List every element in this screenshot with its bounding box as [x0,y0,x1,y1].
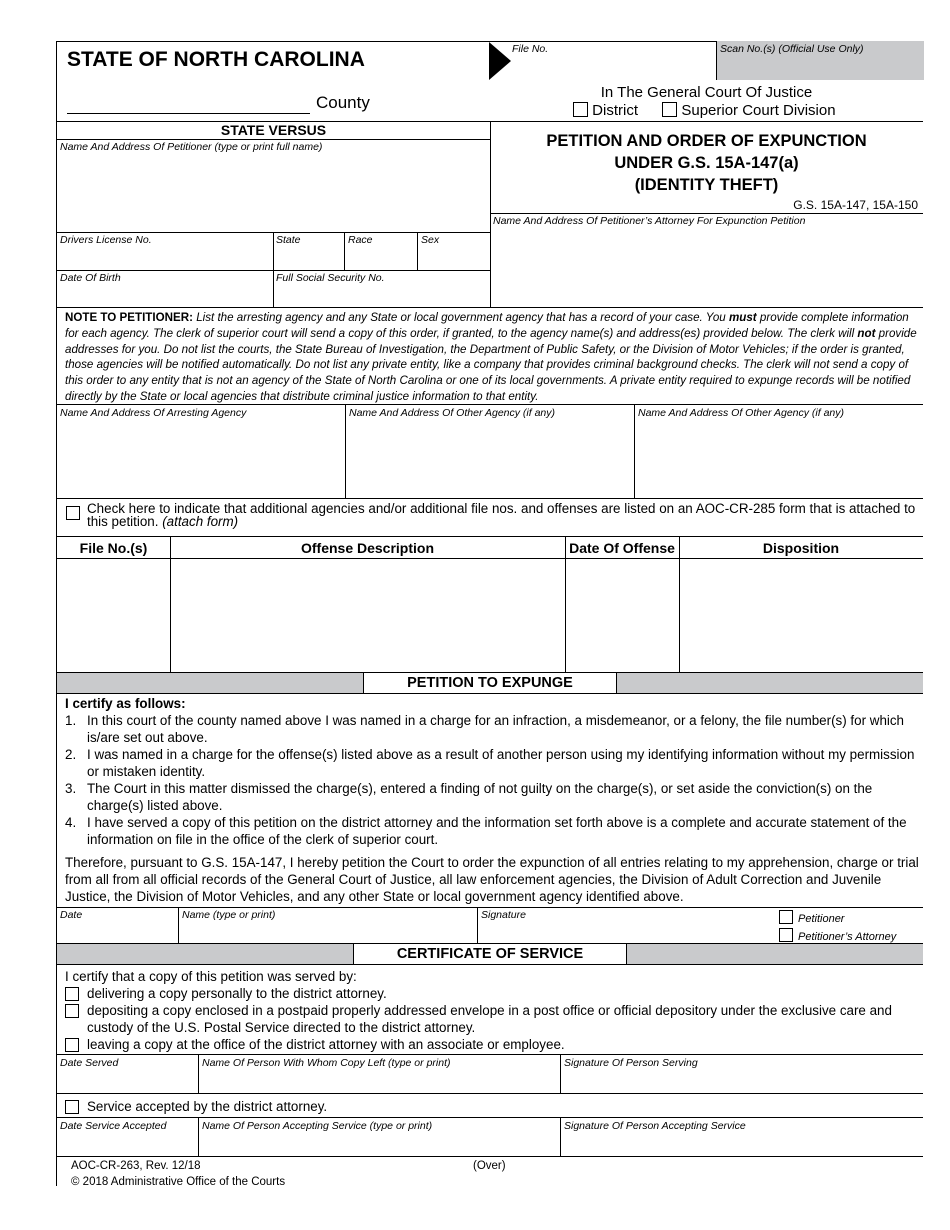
date-accepted-label: Date Service Accepted [60,1120,167,1132]
divider [57,498,923,499]
over-note: (Over) [473,1160,506,1172]
divider [57,1093,923,1094]
note-must: must [728,311,757,324]
divider [57,907,923,908]
petitioner-label: Name And Address Of Petitioner (type or print full name) [60,141,323,153]
deliver-text: delivering a copy personally to the district attorney. [87,986,387,1001]
district-checkbox[interactable] [573,102,588,117]
item-text: The Court in this matter dismissed the charge(s), entered a finding of not guilty on the charge(s), or set aside the conviction(s) on the charge(s) listed above. [87,781,873,813]
date-served-label: Date Served [60,1057,119,1069]
col-offense: Offense Description [300,540,435,556]
superior-label: Superior Court Division [681,102,836,119]
certify-item [65,814,921,848]
divider [198,1054,199,1093]
certify-item [65,746,921,780]
accepted-text: Service accepted by the district attorney. [87,1099,328,1114]
signature-label: Signature [481,909,526,921]
note-lead: NOTE TO PETITIONER: [65,311,193,324]
divider [477,907,478,943]
divider [57,1117,923,1118]
person-left-label: Name Of Person With Whom Copy Left (type or print) [202,1057,451,1069]
court-name: In The General Court Of Justice [600,84,813,101]
attorney-input[interactable] [493,229,920,303]
dl-label: Drivers License No. [60,234,152,246]
item-number: 4. [65,815,77,830]
mail-text: depositing a copy enclosed in a postpaid properly addressed envelope in a post office or official depository under the exclusive care and custody of the U.S. Postal Service directed to the district attorney. [87,1003,892,1035]
date-offense-cell[interactable] [568,560,677,670]
certify-item [65,712,921,746]
state-label: State [276,234,301,246]
note-not: not [857,326,876,340]
therefore-text: Therefore, pursuant to G.S. 15A-147, I hereby petition the Court to order the expunction of all entries relating to my apprehension, charge or trial from all from all official records of the General Court of Justice, all law enforcement agencies, the Division of Adult Correction and Juvenile Justice, the Division of Motor Vehicles, and any other State or local government agency identified above. [65,855,919,904]
signer-role [779,910,896,946]
form-number: AOC-CR-263, Rev. 12/18 [71,1160,201,1172]
form-title [490,130,923,196]
divider [417,232,418,270]
disposition-cell[interactable] [682,560,921,670]
state-versus: STATE VERSUS [220,122,327,138]
divider [198,1117,199,1156]
state-title: STATE OF NORTH CAROLINA [67,48,365,71]
divider [57,1054,923,1055]
divider [178,907,179,943]
attorney-checkbox[interactable] [779,928,793,942]
divider [57,558,923,559]
district-label: District [592,102,638,119]
divider [170,536,171,672]
petition-heading: PETITION TO EXPUNGE [363,672,617,694]
superior-checkbox[interactable] [662,102,677,117]
person-accepting-label: Name Of Person Accepting Service (type or print) [202,1120,433,1132]
certify-item [65,780,921,814]
other-agency-1-input[interactable] [349,421,631,496]
divider [560,1117,561,1156]
additional-agencies-checkbox[interactable] [66,506,80,520]
petitioner-checkbox[interactable] [779,910,793,924]
sig-serving-label: Signature Of Person Serving [564,1057,698,1069]
arresting-agency-input[interactable] [60,421,342,496]
arresting-agency-label: Name And Address Of Arresting Agency [60,407,247,419]
title-line-2: UNDER G.S. 15A-147(a) [614,154,799,172]
sig-accepting-label: Signature Of Person Accepting Service [564,1120,746,1132]
service-heading: CERTIFICATE OF SERVICE [353,943,627,965]
county-label: County [316,93,370,112]
divider [57,270,490,271]
divider [345,404,346,498]
dob-label: Date Of Birth [60,272,121,284]
note-text: provide addresses for you. Do not list the courts, the State Bureau of Investigation, the Department of Public Safety, or the Division of Motor Vehicles; if the order is granted, those agencies will be notified automatically. Do not list any private entity, like a company that provides criminal background checks. The clerk will not send a copy of this order to any entity that is not an agency of the State of North Carolina or one of its local governments. A private entity required to expunge records will be notified directly by the State or local agencies that distribute criminal justice information to that entity. [65,326,917,403]
item-text: I have served a copy of this petition on the district attorney and the information set forth above is a complete and accurate statement of the information on file in the office of the clerk of superior court. [87,815,907,847]
note-text: List the arresting agency and any State or local government agency that has a record of your case. You [192,311,729,324]
county-line[interactable] [67,113,310,114]
divider [634,404,635,498]
sex-label: Sex [421,234,440,246]
mail-checkbox[interactable] [65,1004,79,1018]
attorney-role-label: Petitioner’s Attorney [798,931,897,943]
item-number: 1. [65,713,77,728]
other-agency-2-input[interactable] [638,421,920,496]
service-intro: I certify that a copy of this petition was served by: [65,969,357,984]
divider [560,1054,561,1093]
divider [57,536,923,537]
item-text: In this court of the county named above I was named in a charge for an infraction, a misdemeanor, or a felony, the file number(s) for which is/are set out above. [87,713,905,745]
certify-list [65,712,921,848]
divider [565,536,566,672]
name-label: Name (type or print) [182,909,276,921]
leave-text: leaving a copy at the office of the district attorney with an associate or employee. [87,1037,565,1052]
other-agency-2-label: Name And Address Of Other Agency (if any) [638,407,845,419]
item-number: 2. [65,747,77,762]
col-disposition: Disposition [762,540,840,556]
arrow-icon [489,42,511,80]
offense-cell[interactable] [173,560,563,670]
divider [490,213,923,214]
attach-note: (attach form) [162,514,239,529]
note-text: provide complete information for each agency. The clerk of superior court will send a copy of this order, if granted, to the agency name(s) and address(es) provided below. The clerk will [65,311,909,340]
copyright: © 2018 Administrative Office of the Courts [71,1176,286,1188]
col-date-offense: Date Of Offense [569,540,675,556]
certify-heading: I certify as follows: [65,696,186,711]
item-text: I was named in a charge for the offense(s) listed above as a result of another person using my identifying information without my permission or mistaken identity. [87,747,915,779]
attorney-label: Name And Address Of Petitioner’s Attorney For Expunction Petition [493,215,806,227]
petitioner-name-input[interactable] [60,155,487,231]
additional-text: Check here to indicate that additional agencies and/or additional file nos. and offenses are listed on an AOC-CR-285 form that is attached to this petition. [87,501,916,529]
divider [57,307,923,308]
divider [57,404,923,405]
file-no-input[interactable] [518,55,714,77]
file-no-label: File No. [512,43,549,55]
other-agency-1-label: Name And Address Of Other Agency (if any) [349,407,556,419]
item-number: 3. [65,781,77,796]
additional-agencies-text [87,502,917,528]
ssn-label: Full Social Security No. [276,272,385,284]
col-file-no: File No.(s) [79,540,148,556]
note-to-petitioner [65,310,917,405]
statute-ref: G.S. 15A-147, 15A-150 [793,198,918,212]
role-petitioner [779,910,896,928]
court-division [573,102,836,119]
deliver-checkbox[interactable] [65,987,79,1001]
expunction-form [56,41,923,1186]
petitioner-label: Petitioner [798,913,845,925]
divider [679,536,680,672]
scan-label: Scan No.(s) (Official Use Only) [720,43,864,55]
title-line-3: (IDENTITY THEFT) [634,176,779,194]
title-line-1: PETITION AND ORDER OF EXPUNCTION [546,132,867,150]
divider [57,139,490,140]
divider [344,232,345,270]
file-no-cell[interactable] [59,560,168,670]
accepted-checkbox[interactable] [65,1100,79,1114]
date-label: Date [60,909,83,921]
divider [57,1156,923,1157]
race-label: Race [348,234,373,246]
leave-checkbox[interactable] [65,1038,79,1052]
